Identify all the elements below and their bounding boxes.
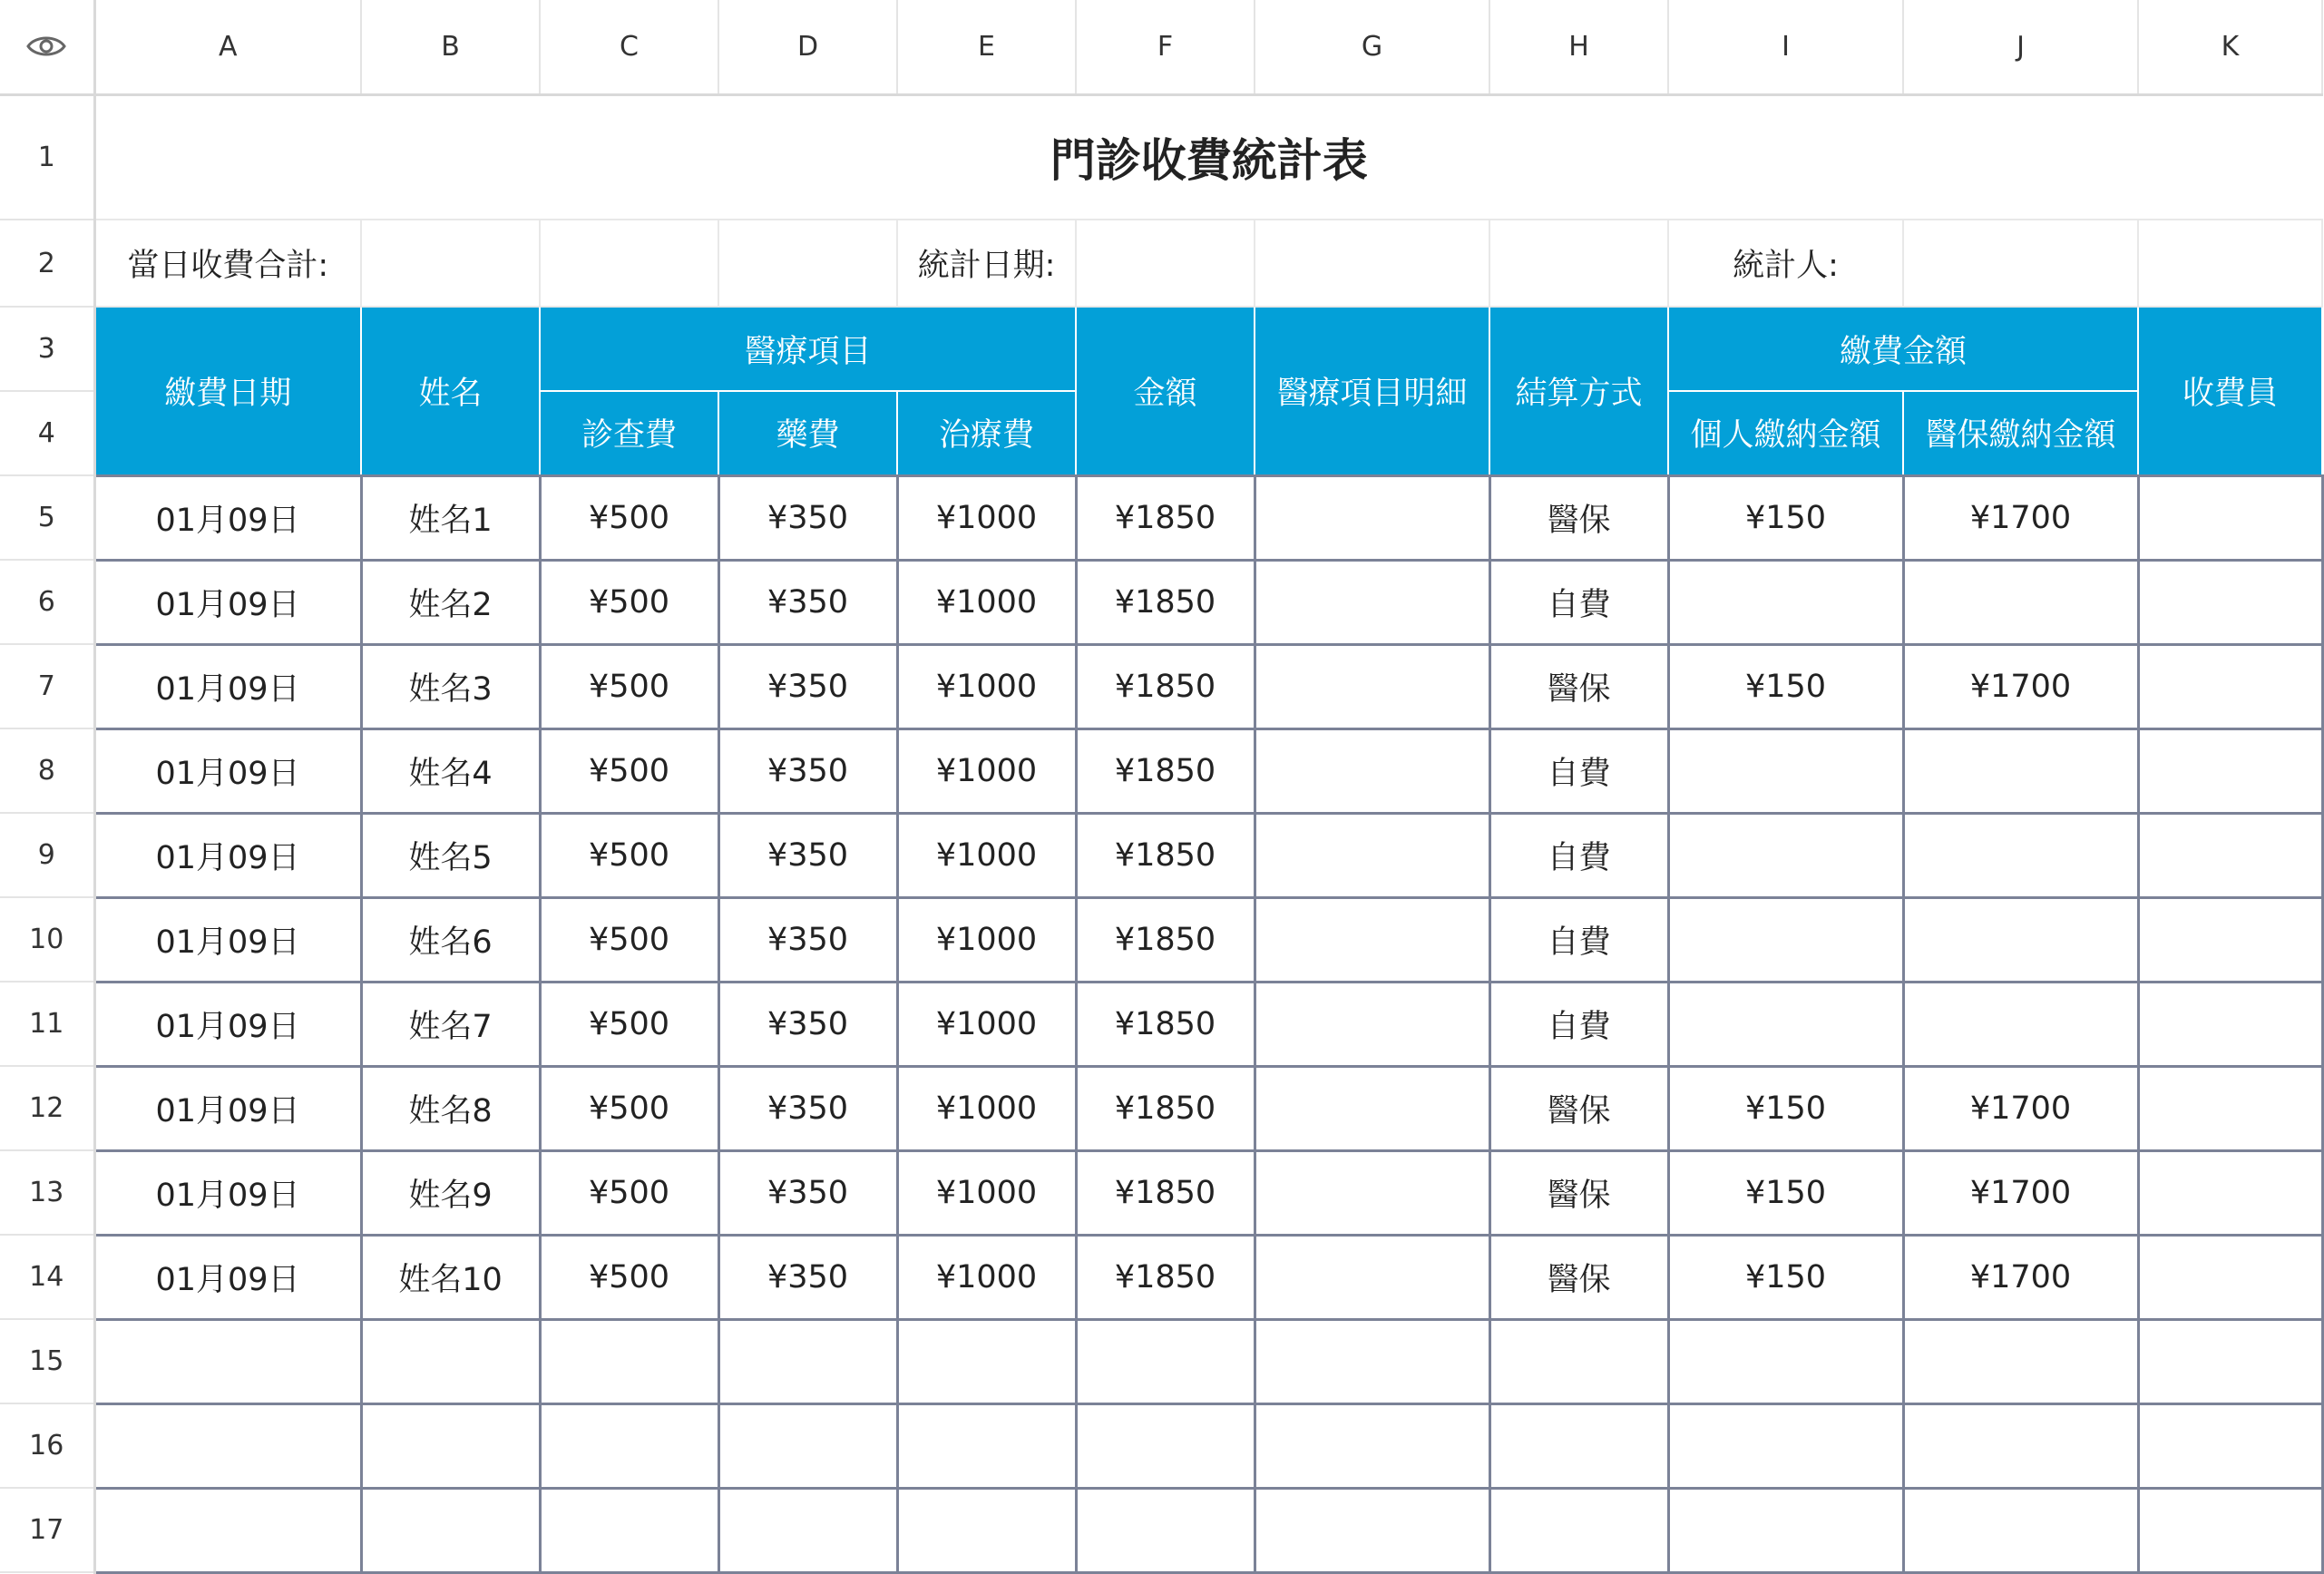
cell-treat[interactable]: ¥1000 — [897, 897, 1076, 982]
cell-amount[interactable]: ¥1850 — [1076, 728, 1255, 813]
cell[interactable] — [361, 1403, 540, 1488]
cell-exam[interactable]: ¥500 — [540, 1235, 718, 1319]
cell-amount[interactable]: ¥1850 — [1076, 475, 1255, 560]
row-header[interactable]: 17 — [0, 1488, 94, 1572]
row-header[interactable]: 11 — [0, 982, 94, 1066]
cell-treat[interactable]: ¥1000 — [897, 1150, 1076, 1235]
row-header-1[interactable]: 1 — [0, 94, 94, 220]
cell-name[interactable]: 姓名8 — [361, 1066, 540, 1150]
row-header[interactable]: 15 — [0, 1319, 94, 1403]
cell-name[interactable]: 姓名2 — [361, 560, 540, 644]
cell[interactable] — [1903, 1403, 2138, 1488]
cell-cashier[interactable] — [2138, 475, 2322, 560]
cell[interactable] — [94, 1403, 361, 1488]
cell[interactable] — [361, 1488, 540, 1572]
cell-detail[interactable] — [1255, 813, 1489, 897]
cell-amount[interactable]: ¥1850 — [1076, 644, 1255, 728]
cell-amount[interactable]: ¥1850 — [1076, 560, 1255, 644]
cell-personal[interactable]: ¥150 — [1668, 1066, 1903, 1150]
cell-personal[interactable]: ¥150 — [1668, 644, 1903, 728]
cell-name[interactable]: 姓名10 — [361, 1235, 540, 1319]
cell-drug[interactable]: ¥350 — [718, 475, 897, 560]
sheet-row-2 — [0, 220, 2322, 307]
sheet-row-1 — [0, 94, 2322, 220]
row-header[interactable]: 5 — [0, 475, 94, 560]
column-header-a[interactable]: A — [94, 0, 361, 94]
column-header-h[interactable]: H — [1489, 0, 1668, 94]
cell-insurance[interactable]: ¥1700 — [1903, 1150, 2138, 1235]
cell[interactable] — [1076, 1488, 1255, 1572]
cell-amount[interactable]: ¥1850 — [1076, 1235, 1255, 1319]
column-header-e[interactable]: E — [897, 0, 1076, 94]
cell-drug[interactable]: ¥350 — [718, 1066, 897, 1150]
cell-name[interactable]: 姓名4 — [361, 728, 540, 813]
cell-treat[interactable]: ¥1000 — [897, 644, 1076, 728]
eye-icon — [26, 33, 66, 60]
cell-treat[interactable]: ¥1000 — [897, 728, 1076, 813]
cell[interactable] — [718, 220, 897, 307]
cell-detail[interactable] — [1255, 644, 1489, 728]
table-row — [0, 982, 2322, 1066]
header-cashier[interactable]: 收費員 — [2138, 307, 2322, 475]
row-header[interactable]: 14 — [0, 1235, 94, 1319]
cell-date[interactable]: 01月09日 — [94, 1066, 361, 1150]
cell-date[interactable]: 01月09日 — [94, 728, 361, 813]
header-amount[interactable]: 金額 — [1076, 307, 1255, 475]
cell-exam[interactable]: ¥500 — [540, 897, 718, 982]
cell-treat[interactable]: ¥1000 — [897, 560, 1076, 644]
cell-amount[interactable]: ¥1850 — [1076, 897, 1255, 982]
cell-insurance[interactable] — [1903, 728, 2138, 813]
stat-date-label[interactable]: 統計日期: — [897, 220, 1076, 307]
cell[interactable] — [718, 1319, 897, 1403]
cell-method[interactable]: 醫保 — [1489, 1066, 1668, 1150]
cell-detail[interactable] — [1255, 728, 1489, 813]
cell-date[interactable]: 01月09日 — [94, 897, 361, 982]
row-header-3[interactable]: 3 — [0, 307, 94, 391]
cell-exam[interactable]: ¥500 — [540, 644, 718, 728]
row-header[interactable]: 7 — [0, 644, 94, 728]
row-header[interactable]: 9 — [0, 813, 94, 897]
table-row — [0, 1488, 2322, 1572]
cell[interactable] — [1903, 1488, 2138, 1572]
cell-drug[interactable]: ¥350 — [718, 982, 897, 1066]
cell-personal[interactable]: ¥150 — [1668, 475, 1903, 560]
cell[interactable] — [540, 1488, 718, 1572]
table-row — [0, 1235, 2322, 1319]
cell[interactable] — [540, 220, 718, 307]
table-row — [0, 813, 2322, 897]
row-header[interactable]: 12 — [0, 1066, 94, 1150]
cell-insurance[interactable] — [1903, 813, 2138, 897]
cell-detail[interactable] — [1255, 982, 1489, 1066]
cell[interactable] — [540, 1403, 718, 1488]
header-insurance-payment[interactable]: 醫保繳納金額 — [1903, 391, 2138, 475]
column-header-c[interactable]: C — [540, 0, 718, 94]
cell-cashier[interactable] — [2138, 813, 2322, 897]
cell-date[interactable]: 01月09日 — [94, 813, 361, 897]
cell-insurance[interactable] — [1903, 560, 2138, 644]
cell-method[interactable]: 醫保 — [1489, 644, 1668, 728]
cell-personal[interactable] — [1668, 560, 1903, 644]
cell-drug[interactable]: ¥350 — [718, 560, 897, 644]
cell-insurance[interactable]: ¥1700 — [1903, 475, 2138, 560]
cell[interactable] — [897, 1488, 1076, 1572]
cell-method[interactable]: 自費 — [1489, 813, 1668, 897]
cell-method[interactable]: 醫保 — [1489, 1235, 1668, 1319]
cell[interactable] — [2138, 1403, 2322, 1488]
cell-personal[interactable]: ¥150 — [1668, 1150, 1903, 1235]
cell-insurance[interactable] — [1903, 897, 2138, 982]
header-payment-amount[interactable]: 繳費金額 — [1668, 307, 2138, 391]
cell[interactable] — [718, 1403, 897, 1488]
cell[interactable] — [94, 1319, 361, 1403]
cell-detail[interactable] — [1255, 560, 1489, 644]
header-drug-fee[interactable]: 藥費 — [718, 391, 897, 475]
column-header-i[interactable]: I — [1668, 0, 1903, 94]
cell[interactable] — [1255, 220, 1489, 307]
cell-treat[interactable]: ¥1000 — [897, 1235, 1076, 1319]
cell[interactable] — [1489, 1319, 1668, 1403]
column-header-d[interactable]: D — [718, 0, 897, 94]
cell-exam[interactable]: ¥500 — [540, 813, 718, 897]
table-row — [0, 728, 2322, 813]
cell-drug[interactable]: ¥350 — [718, 644, 897, 728]
cell-insurance[interactable]: ¥1700 — [1903, 1235, 2138, 1319]
cell[interactable] — [94, 1488, 361, 1572]
cell-method[interactable]: 自費 — [1489, 560, 1668, 644]
sheet-title[interactable]: 門診收費統計表 — [94, 94, 2322, 220]
cell-treat[interactable]: ¥1000 — [897, 475, 1076, 560]
cell-treat[interactable]: ¥1000 — [897, 1066, 1076, 1150]
cell-detail[interactable] — [1255, 1235, 1489, 1319]
column-header-f[interactable]: F — [1076, 0, 1255, 94]
column-header-row — [0, 0, 2322, 94]
cell[interactable] — [1076, 220, 1255, 307]
cell[interactable] — [897, 1319, 1076, 1403]
cell[interactable] — [718, 1488, 897, 1572]
cell-exam[interactable]: ¥500 — [540, 475, 718, 560]
header-exam-fee[interactable]: 診查費 — [540, 391, 718, 475]
cell[interactable] — [1255, 1403, 1489, 1488]
cell-name[interactable]: 姓名5 — [361, 813, 540, 897]
cell-detail[interactable] — [1255, 1150, 1489, 1235]
row-header[interactable]: 13 — [0, 1150, 94, 1235]
cell-name[interactable]: 姓名1 — [361, 475, 540, 560]
sheet-row-3 — [0, 307, 2322, 391]
table-row — [0, 1319, 2322, 1403]
cell[interactable] — [1076, 1403, 1255, 1488]
cell-amount[interactable]: ¥1850 — [1076, 982, 1255, 1066]
cell-personal[interactable] — [1668, 813, 1903, 897]
header-personal-payment[interactable]: 個人繳納金額 — [1668, 391, 1903, 475]
cell-exam[interactable]: ¥500 — [540, 728, 718, 813]
header-name[interactable]: 姓名 — [361, 307, 540, 475]
cell[interactable] — [1668, 1488, 1903, 1572]
cell-personal[interactable] — [1668, 897, 1903, 982]
cell-method[interactable]: 自費 — [1489, 728, 1668, 813]
cell-cashier[interactable] — [2138, 644, 2322, 728]
cell-name[interactable]: 姓名3 — [361, 644, 540, 728]
cell-cashier[interactable] — [2138, 560, 2322, 644]
cell[interactable] — [361, 220, 540, 307]
cell-name[interactable]: 姓名9 — [361, 1150, 540, 1235]
cell-treat[interactable]: ¥1000 — [897, 982, 1076, 1066]
cell-date[interactable]: 01月09日 — [94, 475, 361, 560]
cell-insurance[interactable] — [1903, 982, 2138, 1066]
cell-cashier[interactable] — [2138, 728, 2322, 813]
cell-cashier[interactable] — [2138, 897, 2322, 982]
cell-detail[interactable] — [1255, 897, 1489, 982]
row-header[interactable]: 10 — [0, 897, 94, 982]
cell-drug[interactable]: ¥350 — [718, 728, 897, 813]
cell[interactable] — [2138, 1488, 2322, 1572]
cell-date[interactable]: 01月09日 — [94, 982, 361, 1066]
cell[interactable] — [897, 1403, 1076, 1488]
table-row — [0, 1150, 2322, 1235]
row-header-4[interactable]: 4 — [0, 391, 94, 475]
cell-insurance[interactable]: ¥1700 — [1903, 1066, 2138, 1150]
cell-method[interactable]: 醫保 — [1489, 475, 1668, 560]
cell-personal[interactable]: ¥150 — [1668, 1235, 1903, 1319]
column-header-j[interactable]: J — [1903, 0, 2138, 94]
cell[interactable] — [2138, 220, 2322, 307]
column-header-k[interactable]: K — [2138, 0, 2322, 94]
cell-name[interactable]: 姓名7 — [361, 982, 540, 1066]
header-pay-date[interactable]: 繳費日期 — [94, 307, 361, 475]
cell-amount[interactable]: ¥1850 — [1076, 1066, 1255, 1150]
cell-detail[interactable] — [1255, 475, 1489, 560]
cell-exam[interactable]: ¥500 — [540, 1066, 718, 1150]
cell[interactable] — [1903, 1319, 2138, 1403]
table-row — [0, 475, 2322, 560]
cell-name[interactable]: 姓名6 — [361, 897, 540, 982]
cell[interactable] — [1489, 1488, 1668, 1572]
cell-cashier[interactable] — [2138, 1235, 2322, 1319]
cell[interactable] — [540, 1319, 718, 1403]
cell-drug[interactable]: ¥350 — [718, 1150, 897, 1235]
cell-date[interactable]: 01月09日 — [94, 1235, 361, 1319]
cell[interactable] — [1668, 1403, 1903, 1488]
cell-drug[interactable]: ¥350 — [718, 813, 897, 897]
cell-cashier[interactable] — [2138, 1150, 2322, 1235]
table-row — [0, 897, 2322, 982]
table-row — [0, 560, 2322, 644]
cell[interactable] — [1255, 1488, 1489, 1572]
cell-method[interactable]: 自費 — [1489, 897, 1668, 982]
daily-total-label[interactable]: 當日收費合計: — [94, 220, 361, 307]
row-header[interactable]: 6 — [0, 560, 94, 644]
header-item-details[interactable]: 醫療項目明細 — [1255, 307, 1489, 475]
cell-amount[interactable]: ¥1850 — [1076, 1150, 1255, 1235]
row-header[interactable]: 16 — [0, 1403, 94, 1488]
cell-date[interactable]: 01月09日 — [94, 1150, 361, 1235]
cell-method[interactable]: 醫保 — [1489, 1150, 1668, 1235]
header-treatment-fee[interactable]: 治療費 — [897, 391, 1076, 475]
cell-insurance[interactable]: ¥1700 — [1903, 644, 2138, 728]
cell-personal[interactable] — [1668, 982, 1903, 1066]
cell-drug[interactable]: ¥350 — [718, 1235, 897, 1319]
stat-person-label[interactable]: 統計人: — [1668, 220, 1903, 307]
cell-cashier[interactable] — [2138, 1066, 2322, 1150]
cell-exam[interactable]: ¥500 — [540, 982, 718, 1066]
header-medical-items[interactable]: 醫療項目 — [540, 307, 1076, 391]
column-header-g[interactable]: G — [1255, 0, 1489, 94]
cell[interactable] — [1489, 1403, 1668, 1488]
row-header[interactable]: 8 — [0, 728, 94, 813]
cell[interactable] — [361, 1319, 540, 1403]
row-header-2[interactable]: 2 — [0, 220, 94, 307]
cell[interactable] — [1076, 1319, 1255, 1403]
cell[interactable] — [1489, 220, 1668, 307]
header-settlement[interactable]: 結算方式 — [1489, 307, 1668, 475]
cell-drug[interactable]: ¥350 — [718, 897, 897, 982]
cell-exam[interactable]: ¥500 — [540, 1150, 718, 1235]
cell[interactable] — [1668, 1319, 1903, 1403]
cell[interactable] — [1255, 1319, 1489, 1403]
column-header-b[interactable]: B — [361, 0, 540, 94]
cell-date[interactable]: 01月09日 — [94, 560, 361, 644]
cell[interactable] — [2138, 1319, 2322, 1403]
cell-method[interactable]: 自費 — [1489, 982, 1668, 1066]
table-row — [0, 1403, 2322, 1488]
table-row — [0, 644, 2322, 728]
cell-date[interactable]: 01月09日 — [94, 644, 361, 728]
cell-cashier[interactable] — [2138, 982, 2322, 1066]
cell-amount[interactable]: ¥1850 — [1076, 813, 1255, 897]
cell-treat[interactable]: ¥1000 — [897, 813, 1076, 897]
visibility-toggle[interactable] — [0, 0, 94, 94]
table-row — [0, 1066, 2322, 1150]
cell[interactable] — [1903, 220, 2138, 307]
cell-exam[interactable]: ¥500 — [540, 560, 718, 644]
cell-detail[interactable] — [1255, 1066, 1489, 1150]
cell-personal[interactable] — [1668, 728, 1903, 813]
